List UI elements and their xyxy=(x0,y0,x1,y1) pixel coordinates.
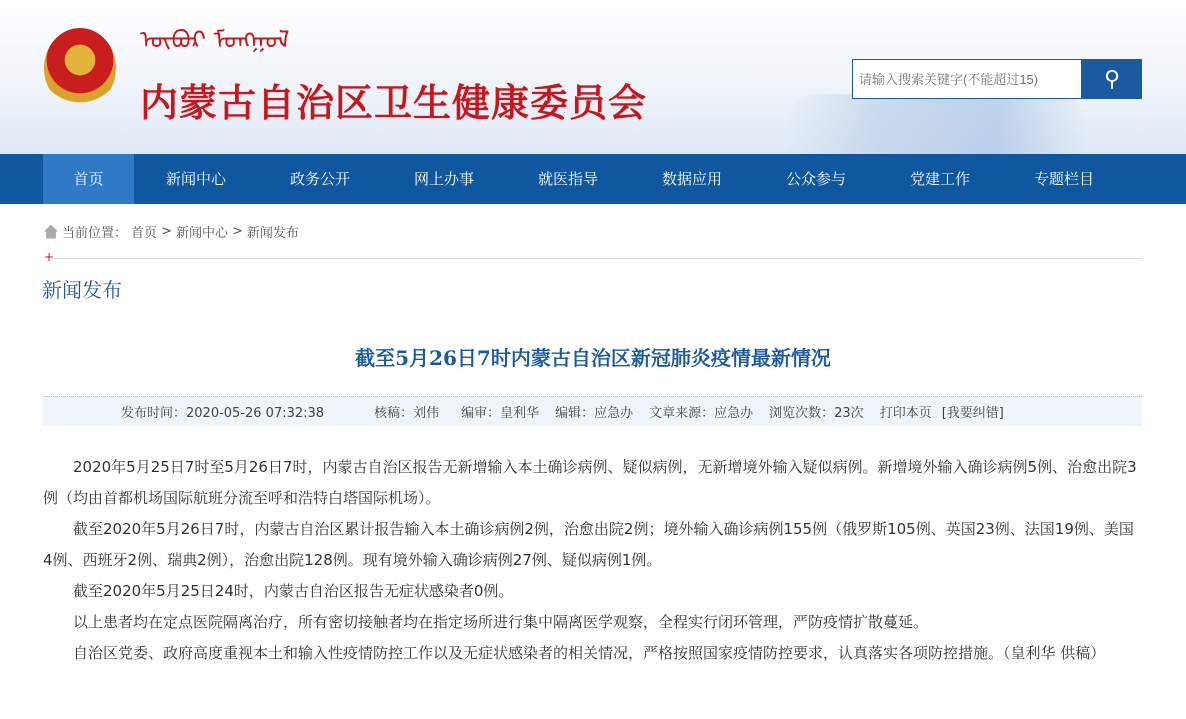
reviewer: 核稿：刘伟 xyxy=(374,406,440,421)
nav-public[interactable]: 公众参与 xyxy=(785,170,846,188)
nav-party[interactable]: 党建工作 xyxy=(909,170,970,188)
national-emblem-logo xyxy=(44,28,116,108)
breadcrumb-news[interactable]: 新闻中心 xyxy=(175,226,228,241)
article-body xyxy=(43,452,1142,669)
breadcrumb-sep: > xyxy=(161,224,172,239)
search-icon: ⚲ xyxy=(1103,66,1121,91)
paragraph: 2020年5月25日7时至5月26日7时，内蒙古自治区报告无新增输入本土确诊病例、疑似病例，无新增境外输入疑似病例。新增境外输入确诊病例5例、治愈出院3例（均由首都机场国际航班分流至呼和浩特白塔国际机场）。 xyxy=(43,458,1137,507)
home-icon xyxy=(44,225,58,239)
article-meta xyxy=(43,396,1142,426)
nav-medical-guide[interactable]: 就医指导 xyxy=(537,170,598,188)
search-bar xyxy=(852,59,1142,99)
section-title: 新闻发布 xyxy=(42,278,122,302)
article-title: 截至5月26日7时内蒙古自治区新冠肺炎疫情最新情况 xyxy=(355,346,831,370)
breadcrumb-home[interactable]: 首页 xyxy=(131,226,158,241)
publish-time: 发布时间：2020-05-26 07:32:38 xyxy=(121,406,325,421)
paragraph: 截至2020年5月26日7时，内蒙古自治区累计报告输入本土确诊病例2例，治愈出院2例；境外输入确诊病例155例（俄罗斯105例、英国23例、法国19例、美国4例、西班牙2例、瑞典2例），治愈出院128例。现有境外输入确诊病例27例、疑似病例1例。 xyxy=(43,520,1134,569)
breadcrumb-sep: > xyxy=(231,224,243,239)
nav-home[interactable]: 首页 xyxy=(43,154,134,204)
editor-in-chief: 编审：皇利华 xyxy=(461,406,540,421)
main-nav xyxy=(0,154,1186,204)
people-silhouette-decoration xyxy=(786,94,1086,154)
print-link[interactable]: 打印本页 xyxy=(879,406,932,421)
header xyxy=(0,0,1186,154)
source: 文章来源：应急办 xyxy=(649,406,754,421)
nav-data[interactable]: 数据应用 xyxy=(661,170,722,188)
search-button[interactable] xyxy=(1082,59,1142,99)
breadcrumb-release[interactable]: 新闻发布 xyxy=(246,226,299,241)
nav-news[interactable]: 新闻中心 xyxy=(165,170,226,188)
report-error-link[interactable]: [我要纠错] xyxy=(941,406,1004,421)
plus-icon: + xyxy=(44,250,55,264)
paragraph: 截至2020年5月25日24时，内蒙古自治区报告无症状感染者0例。 xyxy=(73,582,514,600)
nav-gov-affairs[interactable]: 政务公开 xyxy=(289,170,350,188)
editor: 编辑：应急办 xyxy=(555,406,634,421)
breadcrumb-label: 当前位置： xyxy=(62,226,128,241)
site-title: 内蒙古自治区卫生健康委员会 xyxy=(140,81,648,125)
divider xyxy=(54,258,1142,259)
nav-topics[interactable]: 专题栏目 xyxy=(1033,170,1094,188)
nav-online-services[interactable]: 网上办事 xyxy=(413,170,474,188)
search-input[interactable] xyxy=(852,59,1082,99)
paragraph: 以上患者均在定点医院隔离治疗，所有密切接触者均在指定场所进行集中隔离医学观察，全程实行闭环管理，严防疫情扩散蔓延。 xyxy=(73,613,929,631)
paragraph: 自治区党委、政府高度重视本土和输入性疫情防控工作以及无症状感染者的相关情况，严格按照国家疫情防控要求，认真落实各项防控措施。（皇利华 供稿） xyxy=(73,644,1106,662)
mongolian-title: ᠥᠪᠥᠷ ᠮᠣᠩᠭᠣᠯ xyxy=(140,26,290,54)
breadcrumb xyxy=(44,222,299,241)
view-count: 浏览次数：23次 xyxy=(769,406,864,421)
